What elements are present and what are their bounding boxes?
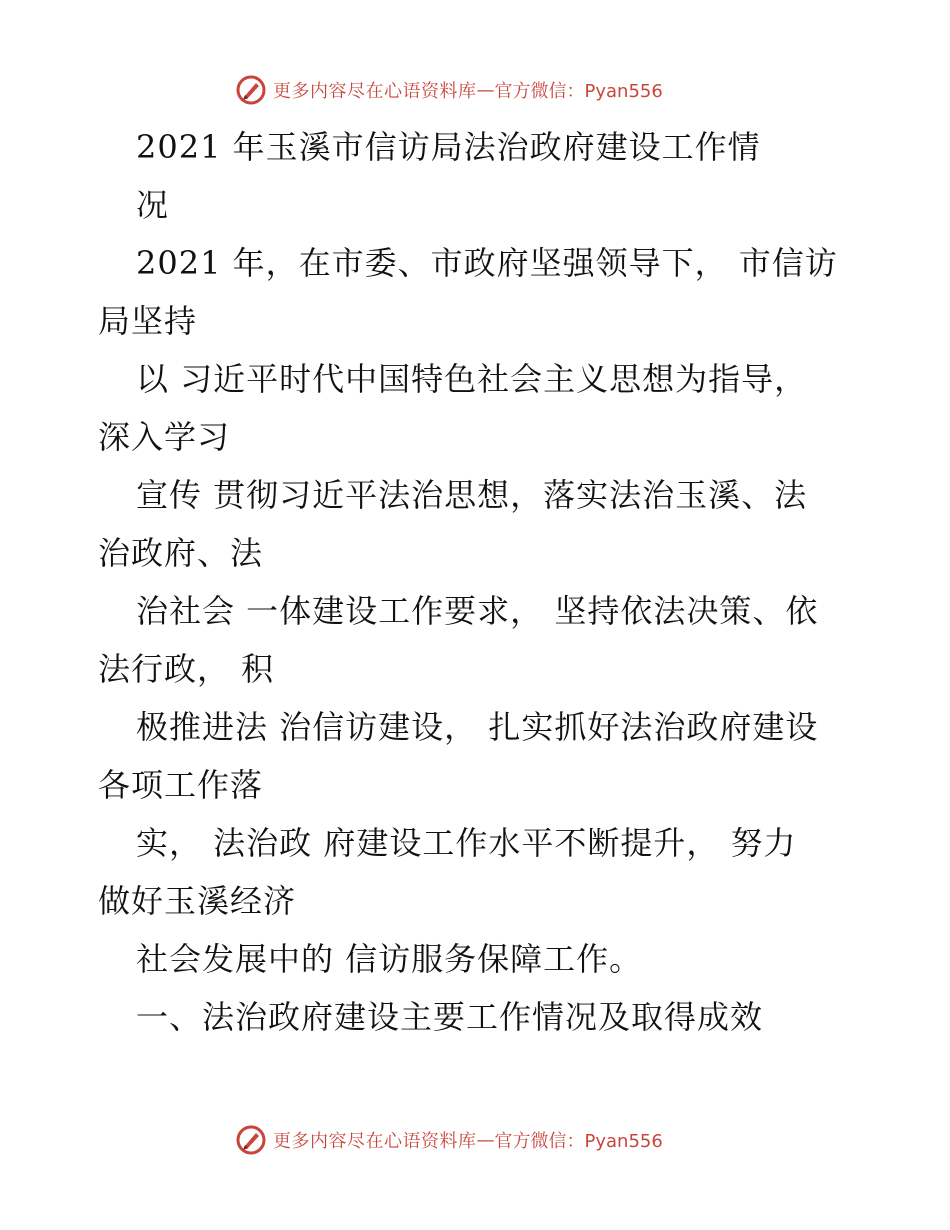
header-banner-wechat: 官方微信：Pyan556 (494, 81, 663, 102)
paragraph-line: 法行政， 积 (98, 650, 275, 688)
document-title-line-1: 2021 年玉溪市信访局法治政府建设工作情 (136, 128, 761, 166)
paragraph-line: 以 习近平时代中国特色社会主义思想为指导， (136, 360, 808, 398)
paragraph-line: 宣传 贯彻习近平法治思想，落实法治玉溪、法 (136, 476, 808, 514)
header-banner (235, 72, 663, 108)
paragraph-line: 社会发展中的 信访服务保障工作。 (136, 940, 643, 978)
paragraph-line: 实， 法治政 府建设工作水平不断提升， 努力 (136, 824, 797, 862)
section-heading: 一、法治政府建设主要工作情况及取得成效 (136, 998, 764, 1036)
pen-circle-logo-icon (235, 74, 267, 106)
paragraph-line: 做好玉溪经济 (98, 882, 297, 920)
header-banner-text: 更多内容尽在心语资料库 (273, 81, 477, 102)
paragraph-line: 治政府、法 (98, 534, 264, 572)
header-banner-separator: — (476, 79, 495, 101)
footer-banner-separator: — (476, 1129, 495, 1151)
footer-banner-wechat: 官方微信：Pyan556 (494, 1131, 663, 1152)
paragraph-line: 极推进法 治信访建设， 扎实抓好法治政府建设 (136, 708, 819, 746)
paragraph-line: 各项工作落 (98, 766, 264, 804)
footer-banner-text: 更多内容尽在心语资料库 (273, 1131, 477, 1152)
pen-circle-logo-icon (235, 1124, 267, 1156)
paragraph-line: 深入学习 (98, 418, 231, 456)
footer-banner (235, 1122, 663, 1158)
document-body (98, 118, 878, 1046)
document-title-line-2: 况 (136, 186, 170, 224)
paragraph-line: 治社会 一体建设工作要求， 坚持依法决策、依 (136, 592, 819, 630)
paragraph-line: 局坚持 (98, 302, 198, 340)
paragraph-line: 2021 年，在市委、市政府坚强领导下， 市信访 (136, 244, 838, 282)
